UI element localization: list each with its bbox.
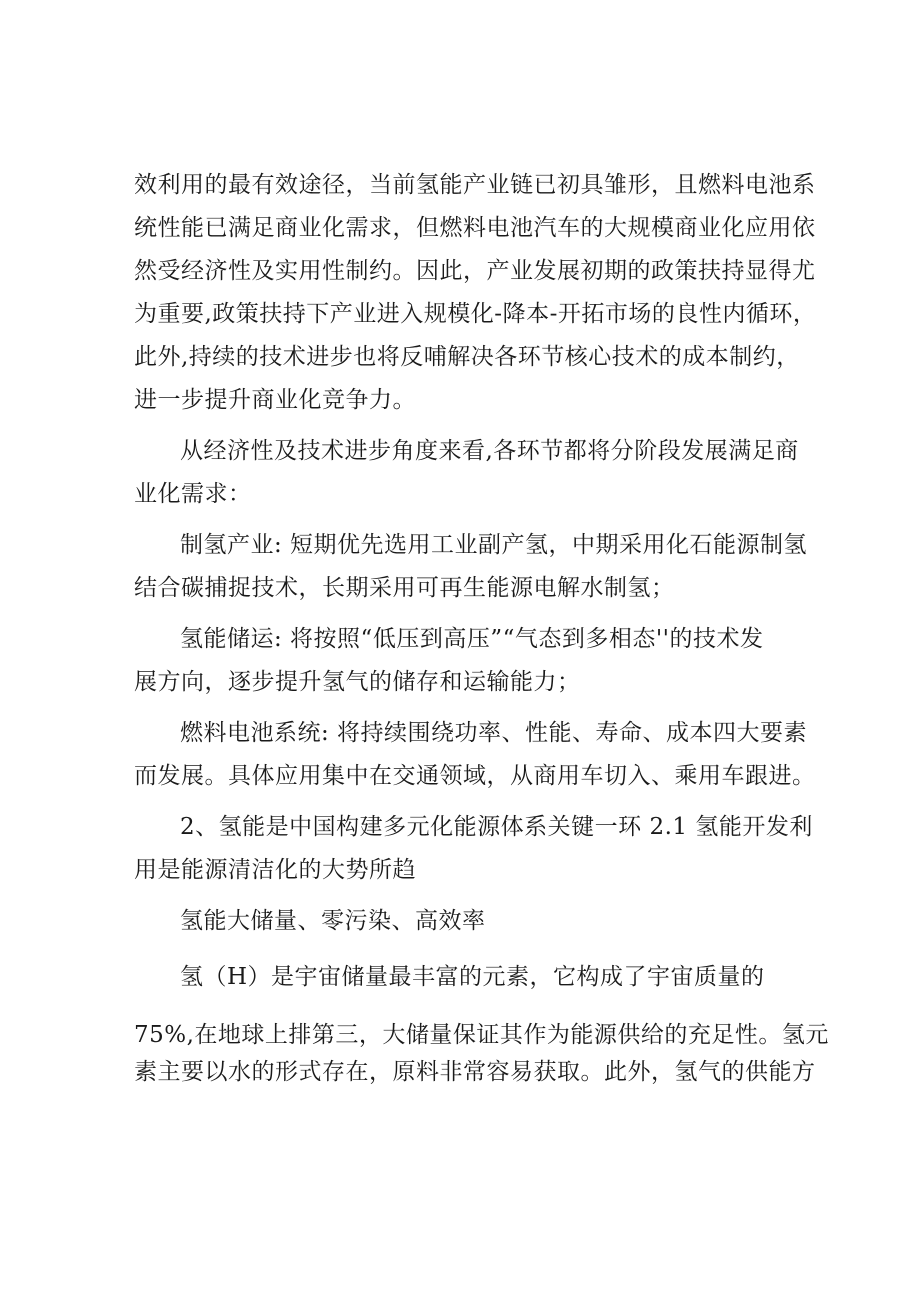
paragraph-line: 从经济性及技术进步角度来看,各环节都将分阶段发展满足商 (180, 438, 799, 464)
paragraph-line: 素主要以水的形式存在，原料非常容易获取。此外，氢气的供能方 (134, 1059, 816, 1085)
paragraph-line: 效利用的最有效途径，当前氢能产业链已初具雏形，且燃料电池系 (134, 172, 816, 198)
section-heading-line: 用是能源清洁化的大势所趋 (134, 857, 416, 883)
paragraph-line: 燃料电池系统: 将持续围绕功率、性能、寿命、成本四大要素 (180, 720, 808, 746)
subheading-line: 氢能大储量、零污染、高效率 (180, 908, 486, 934)
paragraph-line: 而发展。具体应用集中在交通领域，从商用车切入、乘用车跟进。 (134, 763, 816, 789)
paragraph-line: 为重要,政策扶持下产业进入规模化-降本-开拓市场的良性内循环， (134, 301, 817, 327)
paragraph-line: 75%,在地球上排第三，大储量保证其作为能源供给的充足性。氢元 (134, 1022, 829, 1048)
paragraph-line: 进一步提升商业化竞争力。 (134, 387, 416, 413)
paragraph-line: 统性能已满足商业化需求，但燃料电池汽车的大规模商业化应用依 (134, 215, 816, 241)
paragraph-line: 氢能储运: 将按照“低压到高压”“气态到多相态''的技术发 (180, 626, 764, 652)
paragraph-line: 业化需求： (134, 481, 252, 507)
paragraph-line: 结合碳捕捉技术，长期采用可再生能源电解水制氢； (134, 575, 675, 601)
paragraph-line: 展方向，逐步提升氢气的储存和运输能力； (134, 669, 581, 695)
section-heading-line: 2、氢能是中国构建多元化能源体系关键一环 2.1 氢能开发利 (180, 814, 813, 840)
paragraph-line: 然受经济性及实用性制约。因此，产业发展初期的政策扶持显得尤 (134, 258, 816, 284)
paragraph-line: 氢（H）是宇宙储量最丰富的元素，它构成了宇宙质量的 (180, 964, 765, 990)
paragraph-line: 此外,持续的技术进步也将反哺解决各环节核心技术的成本制约， (134, 344, 800, 370)
paragraph-line: 制氢产业: 短期优先选用工业副产氢，中期采用化石能源制氢 (180, 532, 808, 558)
